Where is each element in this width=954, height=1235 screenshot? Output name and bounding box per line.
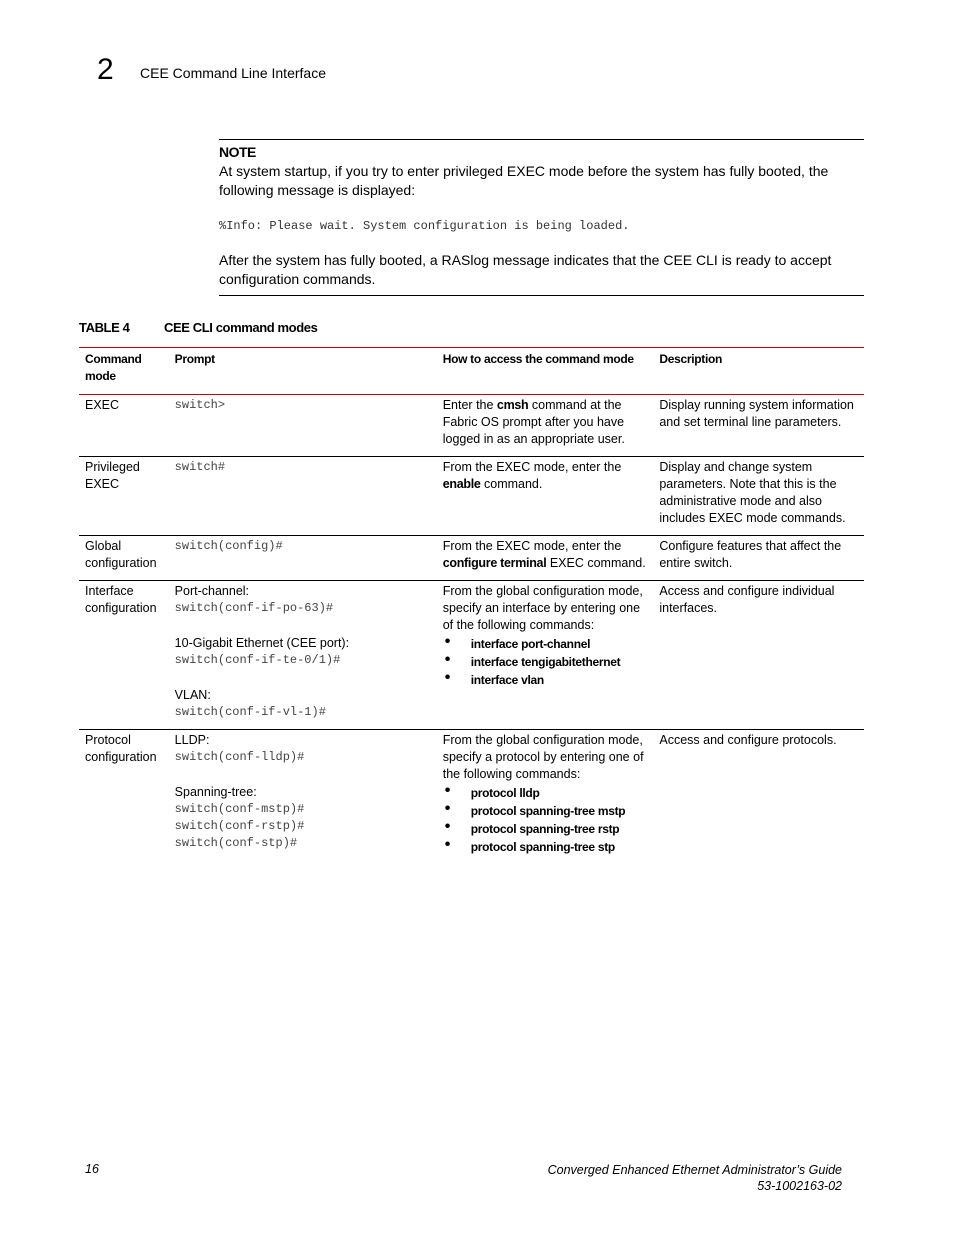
chapter-title: CEE Command Line Interface <box>140 65 326 81</box>
list-item: • interface port-channel <box>443 635 648 653</box>
mode-cell: Privileged EXEC <box>79 457 169 536</box>
table-row <box>79 730 864 865</box>
prompt-label: VLAN: <box>174 688 211 702</box>
doc-number: 53-1002163-02 <box>757 1179 842 1193</box>
access-text: Enter the <box>442 398 497 412</box>
prompt-text: switch(config)# <box>174 539 283 553</box>
header-prompt: Prompt <box>169 348 437 395</box>
prompt-text: switch(conf-lldp)# <box>174 750 305 764</box>
prompt-cell <box>169 730 437 865</box>
table-caption <box>79 320 317 335</box>
table-row <box>79 395 864 457</box>
access-text: EXEC command. <box>546 556 646 570</box>
prompt-cell <box>169 395 437 457</box>
header-description: Description <box>653 348 864 395</box>
table-row <box>79 536 864 581</box>
prompt-text: switch> <box>174 398 226 412</box>
access-cell <box>437 536 654 581</box>
access-cell <box>437 581 654 730</box>
access-text: command. <box>480 477 543 491</box>
prompt-text: switch(conf-if-te-0/1)# <box>174 653 341 667</box>
prompt-text: switch(conf-stp)# <box>174 836 298 850</box>
description-cell: Display and change system parameters. Note that this is the administrative mode and also includes EXEC mode commands. <box>653 457 864 536</box>
access-cell <box>437 395 654 457</box>
note-text-1: At system startup, if you try to enter privileged EXEC mode before the system has fully booted, the following message is displayed: <box>219 163 829 198</box>
prompt-text: switch(conf-mstp)# <box>174 802 305 816</box>
list-item: • interface vlan <box>443 671 648 689</box>
access-text: command at the Fabric OS prompt after you have logged in as an appropriate user. <box>442 398 625 446</box>
command-keyword: cmsh <box>496 398 529 412</box>
list-item: • protocol lldp <box>443 784 648 802</box>
mode-cell: Global configuration <box>79 536 169 581</box>
list-item: • protocol spanning-tree rstp <box>443 820 648 838</box>
prompt-label: 10-Gigabit Ethernet (CEE port): <box>174 636 350 650</box>
command-list <box>443 635 648 689</box>
header-command-mode: Command mode <box>79 348 169 395</box>
table-row <box>79 581 864 730</box>
prompt-text: switch(conf-if-po-63)# <box>174 601 334 615</box>
command-keyword: configure terminal <box>442 556 547 570</box>
access-cell <box>437 730 654 865</box>
table-header-row <box>79 348 864 395</box>
note-text-2: After the system has fully booted, a RASlog message indicates that the CEE CLI is ready to accept configuration commands. <box>219 252 832 287</box>
prompt-cell <box>169 581 437 730</box>
chapter-number: 2 <box>97 53 114 86</box>
note-code: %Info: Please wait. System configuration is being loaded. <box>219 219 630 233</box>
access-text: From the EXEC mode, enter the <box>442 539 622 553</box>
description-cell: Access and configure individual interfaces. <box>653 581 864 730</box>
prompt-text: switch(conf-rstp)# <box>174 819 305 833</box>
access-cell <box>437 457 654 536</box>
list-item: • protocol spanning-tree stp <box>443 838 648 856</box>
access-text: From the global configuration mode, specify a protocol by entering one of the following commands: <box>442 733 644 781</box>
prompt-text: switch# <box>174 460 226 474</box>
prompt-cell <box>169 536 437 581</box>
prompt-label: Port-channel: <box>174 584 250 598</box>
access-text: From the global configuration mode, specify an interface by entering one of the following commands: <box>442 584 643 632</box>
table-number: TABLE 4 <box>79 320 130 335</box>
footer-doc-info <box>548 1162 842 1194</box>
list-item: • protocol spanning-tree mstp <box>443 802 648 820</box>
description-cell: Configure features that affect the entire switch. <box>653 536 864 581</box>
mode-cell: EXEC <box>79 395 169 457</box>
description-cell: Display running system information and set terminal line parameters. <box>653 395 864 457</box>
command-list <box>443 784 648 856</box>
description-cell: Access and configure protocols. <box>659 733 837 747</box>
page-number: 16 <box>85 1162 99 1176</box>
prompt-text: switch(conf-if-vl-1)# <box>174 705 326 719</box>
note-label: NOTE <box>219 144 256 160</box>
table-title: CEE CLI command modes <box>164 320 318 335</box>
table-row <box>79 457 864 536</box>
mode-cell: Protocol configuration <box>85 733 157 764</box>
command-modes-table <box>79 347 864 864</box>
guide-title: Converged Enhanced Ethernet Administrator’s Guide <box>547 1163 842 1177</box>
prompt-cell <box>169 457 437 536</box>
prompt-label: Spanning-tree: <box>174 785 257 799</box>
mode-cell: Interface configuration <box>79 581 169 730</box>
note-box <box>219 139 864 296</box>
command-keyword: enable <box>442 477 481 491</box>
prompt-label: LLDP: <box>174 733 210 747</box>
access-text: From the EXEC mode, enter the <box>442 460 622 474</box>
header-access: How to access the command mode <box>437 348 654 395</box>
list-item: • interface tengigabitethernet <box>443 653 648 671</box>
